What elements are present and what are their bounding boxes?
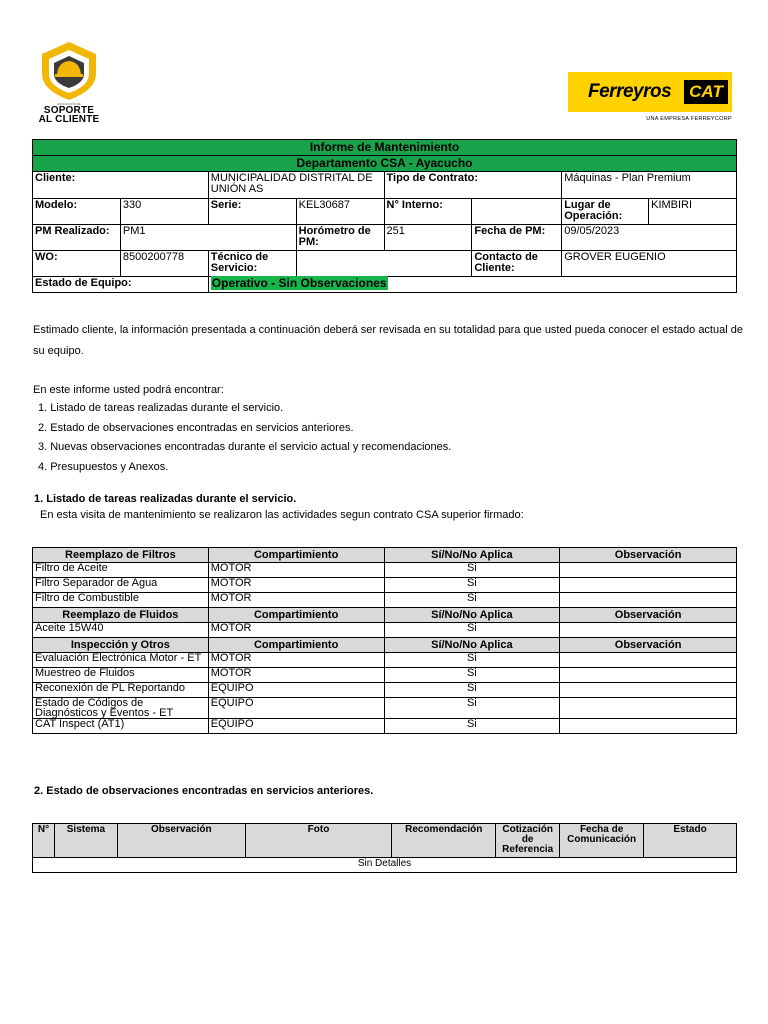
estado-label: Estado de Equipo: (33, 277, 209, 293)
task-name: Filtro de Combustible (33, 593, 209, 608)
report-title: Informe de Mantenimiento (33, 140, 737, 156)
task-status: Si (384, 683, 560, 698)
task-name: Filtro Separador de Agua (33, 578, 209, 593)
brand-name: Ferreyros (588, 81, 672, 102)
group-header: Inspección y Otros (33, 638, 209, 653)
task-compartment: EQUIPO (208, 698, 384, 719)
task-observation (560, 683, 737, 698)
cat-logo: CAT (684, 80, 728, 104)
modelo-value: 330 (120, 199, 208, 225)
task-name: Aceite 15W40 (33, 623, 209, 638)
group-header-row (33, 548, 737, 563)
info-row (33, 277, 737, 293)
intro-paragraph: Estimado cliente, la información presentada a continuación deberá ser revisada en su totalidad para que usted pueda conocer el estado actual de su equipo. (33, 324, 743, 357)
pm-label: PM Realizado: (33, 225, 121, 251)
task-observation (560, 623, 737, 638)
tipo-contrato-value: Máquinas - Plan Premium (562, 172, 737, 199)
observacion-header: Observación (560, 638, 737, 653)
lugar-label: Lugar de Operación: (562, 199, 649, 225)
observations-column-header: Cotización de Referencia (496, 824, 560, 858)
list-item: 3. Nuevas observaciones encontradas durante el servicio actual y recomendaciones. (38, 441, 452, 453)
interno-label: N° Interno: (384, 199, 472, 225)
observations-header-row (33, 824, 737, 858)
task-observation (560, 719, 737, 734)
intro-list (38, 399, 451, 477)
contacto-value: GROVER EUGENIO (562, 251, 737, 277)
list-item: 2. Estado de observaciones encontradas en servicios anteriores. (38, 421, 354, 434)
ferreyros-cat-logo (568, 72, 732, 124)
task-observation (560, 668, 737, 683)
wo-label: WO: (33, 251, 121, 277)
task-name: Reconexión de PL Reportando (33, 683, 209, 698)
observations-column-header: Sistema (54, 824, 117, 858)
task-status: Si (384, 623, 560, 638)
list-item: 1. Listado de tareas realizadas durante el servicio. (38, 402, 284, 414)
task-status: Si (384, 563, 560, 578)
compartimiento-header: Compartimiento (208, 548, 384, 563)
section1-title: 1. Listado de tareas realizadas durante el servicio. (34, 493, 297, 505)
group-header: Reemplazo de Fluidos (33, 608, 209, 623)
si-no-header: Sí/No/No Aplica (384, 608, 560, 623)
task-observation (560, 653, 737, 668)
tasks-table (32, 547, 737, 734)
compartimiento-header: Compartimiento (208, 638, 384, 653)
list-item: 4. Presupuestos y Anexos. (38, 460, 169, 473)
interno-value (472, 199, 562, 225)
task-compartment: EQUIPO (208, 683, 384, 698)
task-name: Estado de Códigos de Diagnósticos y Eventos - ET (33, 698, 209, 719)
cliente-label: Cliente: (33, 172, 209, 199)
modelo-label: Modelo: (33, 199, 121, 225)
group-header-row (33, 608, 737, 623)
brand-tagline: UNA EMPRESA FERREYCORP (646, 116, 732, 122)
estado-value: Operativo - Sin Observaciones (211, 276, 387, 290)
table-row (33, 578, 737, 593)
task-compartment: MOTOR (208, 668, 384, 683)
table-row (33, 623, 737, 638)
task-status: Si (384, 593, 560, 608)
contacto-label: Contacto de Cliente: (472, 251, 562, 277)
info-row (33, 225, 737, 251)
table-row (33, 668, 737, 683)
compartimiento-header: Compartimiento (208, 608, 384, 623)
brand-box (568, 72, 732, 112)
serie-label: Serie: (208, 199, 296, 225)
task-status: Si (384, 668, 560, 683)
table-row (33, 593, 737, 608)
observations-empty-row (33, 858, 737, 873)
intro-list-heading: En este informe usted podrá encontrar: (33, 384, 224, 396)
task-status: Si (384, 698, 560, 719)
si-no-header: Sí/No/No Aplica (384, 638, 560, 653)
task-status: Si (384, 578, 560, 593)
table-row (33, 698, 737, 719)
observations-column-header: Fecha de Comunicación (560, 824, 644, 858)
task-compartment: MOTOR (208, 578, 384, 593)
horometro-label: Horómetro de PM: (296, 225, 384, 251)
task-name: Evaluación Electrónica Motor - ET (33, 653, 209, 668)
task-observation (560, 563, 737, 578)
empty-message: Sin Detalles (33, 858, 737, 873)
wo-value: 8500200778 (120, 251, 208, 277)
group-header: Reemplazo de Filtros (33, 548, 209, 563)
observacion-header: Observación (560, 608, 737, 623)
table-row (33, 719, 737, 734)
task-observation (560, 593, 737, 608)
observations-column-header: Estado (644, 824, 737, 858)
observations-column-header: Observación (117, 824, 245, 858)
lugar-value: KIMBIRI (649, 199, 737, 225)
si-no-header: Sí/No/No Aplica (384, 548, 560, 563)
task-name: CAT Inspect (AT1) (33, 719, 209, 734)
report-title-row (33, 140, 737, 156)
task-compartment: MOTOR (208, 653, 384, 668)
estado-cell (208, 277, 736, 293)
cliente-value: MUNICIPALIDAD DISTRITAL DE UNIÓN AS (208, 172, 384, 199)
task-compartment: MOTOR (208, 593, 384, 608)
info-row (33, 172, 737, 199)
task-observation (560, 578, 737, 593)
task-compartment: MOTOR (208, 563, 384, 578)
logo-line2: AL CLIENTE (38, 114, 100, 125)
info-row (33, 199, 737, 225)
logo-small-text: ASOCIACIÓN DE (57, 102, 81, 106)
group-header-row (33, 638, 737, 653)
table-row (33, 563, 737, 578)
observations-column-header: N° (33, 824, 55, 858)
task-name: Muestreo de Fluidos (33, 668, 209, 683)
observations-table (32, 823, 737, 873)
section2-title: 2. Estado de observaciones encontradas en servicios anteriores. (34, 785, 374, 797)
observations-column-header: Recomendación (392, 824, 496, 858)
report-department: Departamento CSA - Ayacucho (33, 156, 737, 172)
fecha-pm-value: 09/05/2023 (562, 225, 737, 251)
table-row (33, 683, 737, 698)
task-name: Filtro de Aceite (33, 563, 209, 578)
shield-helmet-icon (34, 40, 104, 102)
task-observation (560, 698, 737, 719)
tecnico-label: Técnico de Servicio: (208, 251, 296, 277)
horometro-value: 251 (384, 225, 472, 251)
observations-column-header: Foto (245, 824, 392, 858)
tecnico-value (296, 251, 472, 277)
info-row (33, 251, 737, 277)
table-row (33, 653, 737, 668)
serie-value: KEL30687 (296, 199, 384, 225)
fecha-pm-label: Fecha de PM: (472, 225, 562, 251)
report-info-table (32, 139, 737, 293)
pm-value: PM1 (120, 225, 296, 251)
task-status: Si (384, 653, 560, 668)
task-status: Si (384, 719, 560, 734)
logo-line1: SOPORTE (43, 105, 95, 116)
tipo-contrato-label: Tipo de Contrato: (384, 172, 562, 199)
department-row (33, 156, 737, 172)
task-compartment: MOTOR (208, 623, 384, 638)
task-compartment: EQUIPO (208, 719, 384, 734)
section1-subtitle: En esta visita de mantenimiento se realizaron las actividades segun contrato CSA superior firmado: (40, 509, 524, 521)
observacion-header: Observación (560, 548, 737, 563)
soporte-al-cliente-logo (34, 40, 104, 126)
